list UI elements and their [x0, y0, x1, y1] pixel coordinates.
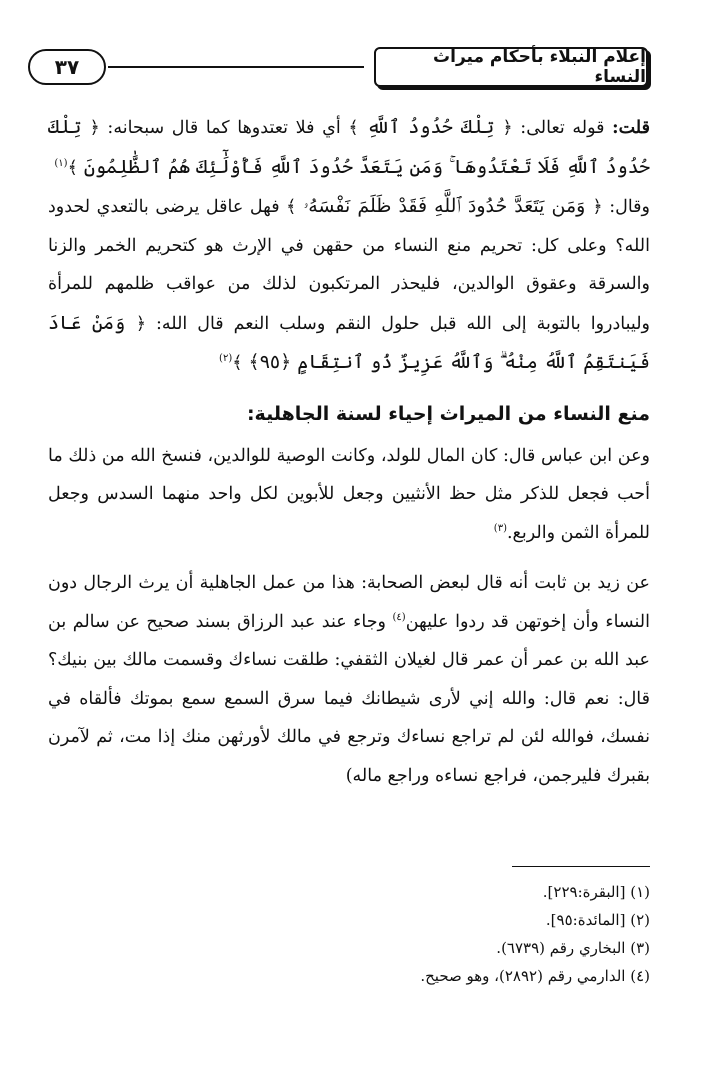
- page-number: ٣٧: [28, 49, 106, 85]
- paragraph-3: [48, 437, 650, 553]
- quran-bracket-open: ﴿: [502, 118, 513, 138]
- page-header: [22, 43, 654, 91]
- paragraph-2: [48, 187, 650, 383]
- quran-quote-1: تِلْكَ حُدُودُ ٱللَّهِ: [358, 116, 503, 138]
- quran-bracket-open: ﴿: [89, 118, 100, 138]
- quran-quote-3: وَمَن يَتَعَدَّ حُدُودَ ٱللَّهِ فَقَدْ ظَلَمَ نَفْسَهُۥ: [296, 195, 593, 217]
- p4-text-2: وجاء عند عبد الرزاق بسند صحيح عن سالم بن عبد الله بن عمر أن عمر قال لغيلان الثقفي: طلقت نساءك وقسمت مالك بين بنيك؟ قال: نعم قال: والله إني لأرى شيطانك فيما سرق السمع سمع بموتك فألقاه في نفسك، فوالله لئن لم تراجع نساءك وترجع في مالك لأورثهن منك إذا مت، ثم لآمرن بقبرك فليرجمن، فراجع نساءه وراجع ماله): [48, 611, 650, 786]
- main-text: [48, 108, 650, 795]
- p2-text-1: وقال:: [602, 197, 650, 217]
- quran-bracket-close: ﴾: [232, 353, 243, 373]
- quran-bracket-open: ﴿: [592, 197, 603, 217]
- quran-bracket-close: ﴾: [286, 197, 297, 217]
- paragraph-4: [48, 564, 650, 795]
- footnote-4: (٤) الدارمي رقم (٢٨٩٢)، وهو صحيح.: [420, 967, 650, 985]
- quran-quote-2: تِلْكَ حُدُودُ ٱللَّهِ فَلَا تَعْتَدُوهَا ۚ وَمَن يَتَعَدَّ حُدُودَ ٱللَّهِ فَأُوْلَٰٓئِكَ هُمُ ٱلظَّٰلِمُونَ: [48, 116, 650, 178]
- quran-bracket-close: ﴾: [67, 157, 78, 178]
- section-heading: منع النساء من الميراث إحياء لسنة الجاهلية:: [246, 402, 650, 425]
- quran-quote-4: وَمَنْ عَادَ فَيَنتَقِمُ ٱللَّهُ مِنْهُ ۗ وَٱللَّهُ عَزِيزٌ ذُو ٱنتِقَامٍ ﴿٩٥﴾: [48, 311, 650, 373]
- p2-text-2: فهل عاقل يرضى بالتعدي لحدود الله؟ وعلى كل: تحريم منع النساء من حقهن في الإرث هو كتحريم الخمر والزنا والسرقة وعقوق الوالدين، فليحذر المرتكبون لذلك من عواقب ظلمهم للمرأة وليبادروا بالتوبة إلى الله قبل حلول النقم وسلب النعم قال الله:: [48, 197, 650, 334]
- header-rule: [108, 66, 364, 68]
- p3-text: وعن ابن عباس قال: كان المال للولد، وكانت الوصية للوالدين، فنسخ الله من ذلك ما أحب فجعل للذكر مثل حظ الأنثيين وجعل للأبوين لكل واحد منهما السدس وجعل للمرأة الثمن والربع.: [48, 445, 650, 543]
- p1-text-1: قوله تعالى:: [512, 118, 613, 138]
- paragraph-1: [48, 108, 650, 187]
- footnote-separator: [512, 866, 650, 867]
- footnote-2: (٢) [المائدة:٩٥].: [545, 911, 650, 929]
- footnote-ref-2[interactable]: (٢): [219, 353, 233, 365]
- footnote-ref-3[interactable]: (٣): [493, 522, 507, 534]
- book-title: إعلام النبلاء بأحكام ميراث النساء: [374, 47, 648, 87]
- footnote-ref-1[interactable]: (١): [54, 157, 68, 169]
- lead-word: قلت:: [612, 118, 650, 138]
- quran-bracket-close: ﴾: [348, 118, 359, 138]
- footnote-3: (٣) البخاري رقم (٦٧٣٩).: [496, 939, 650, 957]
- p4-text-1: عن زيد بن ثابت أنه قال لبعض الصحابة: هذا من عمل الجاهلية أن يرث الرجال دون النساء وأن إخوتهن قد ردوا عليهن: [48, 573, 650, 632]
- footnote-1: (١) [البقرة:٢٢٩].: [542, 883, 650, 901]
- quran-bracket-open: ﴿: [135, 313, 146, 334]
- footnotes: [48, 878, 650, 990]
- p1-text-2: أي فلا تعتدوها كما قال سبحانه:: [99, 118, 349, 138]
- footnote-ref-4[interactable]: (٤): [392, 611, 406, 623]
